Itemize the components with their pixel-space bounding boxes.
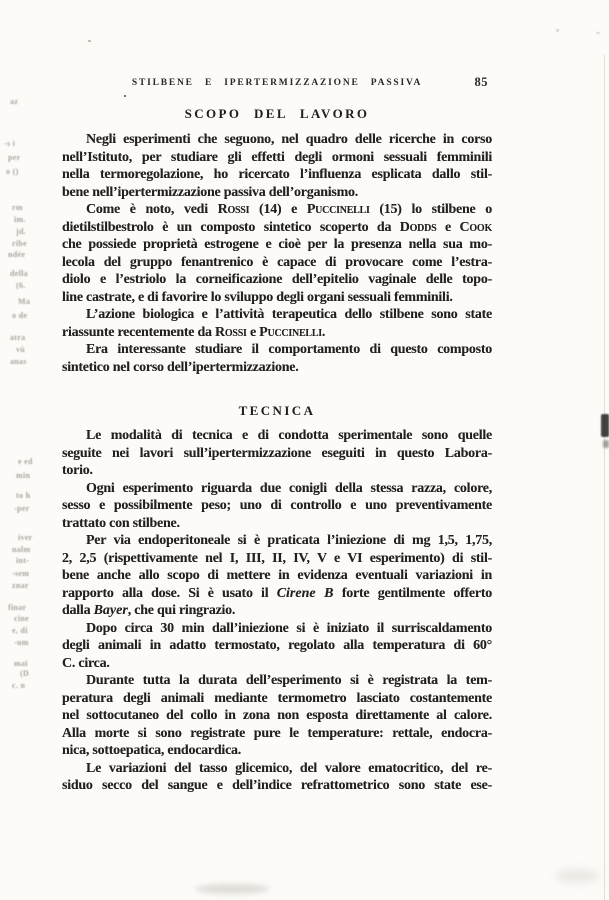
text-line: Le variazioni del tasso glicemico, del valore ematocritico, del re- <box>86 760 492 776</box>
text-line: sesso e possibilmente peso; uno di controllo e uno preventivamente <box>62 498 492 513</box>
text-line: torio. <box>62 463 93 478</box>
margin-bleed-text: e ed <box>18 457 33 466</box>
margin-bleed-text: -um <box>14 638 29 647</box>
text-line: dietilstilbestrolo è un composto sintetico scoperto da Dodds e Cook <box>62 219 492 235</box>
text-line: line castrate, e di favorire lo sviluppo degli organi sessuali femminili. <box>62 289 453 305</box>
article-body <box>62 106 492 795</box>
paragraph <box>62 341 492 376</box>
text-line: peratura degli animali mediante termometro lasciato costantemente <box>62 690 492 706</box>
margin-bleed-text: e, di <box>12 626 28 635</box>
text-line: Come è noto, vedi Rossi (14) e Puccinelli (15) lo stilbene o <box>86 202 493 217</box>
margin-bleed-text: nalm <box>12 545 31 554</box>
scan-ink-blot <box>603 440 609 448</box>
text-line: Negli esperimenti che seguono, nel quadro delle ricerche in corso <box>86 132 492 147</box>
text-line: Le modalità di tecnica e di condotta sperimentale sono quelle <box>86 428 492 443</box>
margin-bleed-text: -sem <box>12 569 30 578</box>
margin-bleed-text: c. n <box>12 681 26 690</box>
text-line: riassunte recentemente da Rossi e Puccinelli. <box>62 324 326 340</box>
paragraph <box>62 532 492 620</box>
margin-bleed-text: min <box>16 471 31 480</box>
margin-bleed-text: znar <box>12 581 29 590</box>
text-line: trattato con stilbene. <box>62 515 180 531</box>
paragraph <box>62 306 492 341</box>
margin-bleed-text: iver <box>18 533 33 542</box>
small-caps-name: Dodds <box>399 219 437 235</box>
margin-bleed-text: finar <box>8 603 27 612</box>
margin-bleed-text: ribe <box>12 239 27 248</box>
paragraph <box>62 427 492 480</box>
text-line: seguite nei lavori sull’ipertermizzazione eseguiti in questo Labora- <box>62 445 492 461</box>
text-line: 2, 2,5 (rispettivamente nel I, III, II, IV, V e VI esperimento) di stil- <box>62 550 492 566</box>
small-caps-name: Cook <box>459 219 492 235</box>
text-line: Dopo circa 30 min dall’iniezione si è iniziato il surriscaldamento <box>86 620 492 636</box>
margin-bleed-text: vù <box>16 345 26 354</box>
margin-bleed-text: ndée <box>8 250 26 259</box>
text-line: degli animali in adatto termostato, regolato alla temperatura di 60° <box>62 638 492 653</box>
margin-bleed-text: atra <box>10 333 26 342</box>
running-head-title: STILBENE E IPERTERMIZZAZIONE PASSIVA <box>131 78 423 88</box>
text-line: nel sottocutaneo del collo in zona non esposta direttamente al calore. <box>62 708 492 723</box>
text-line: bene nell’ipertermizzazione passiva dell’organismo. <box>62 184 358 200</box>
text-line: L’azione biologica e l’attività terapeutica dello stilbene sono state <box>86 307 492 322</box>
margin-bleed-text: rm <box>12 203 23 212</box>
text-line: sintetico nel corso dell’ipertermizzazione. <box>62 359 299 375</box>
text-line: rapporto alla dose. Si è usato il Cirene B forte gentilmente offerto <box>62 585 492 601</box>
small-caps-name: Rossi <box>215 324 247 340</box>
text-line: C. circa. <box>62 655 110 671</box>
paragraph <box>62 201 492 306</box>
margin-bleed-text: (D <box>20 669 30 678</box>
text-line: che possiede proprietà estrogene e cioè per la presenza nella sua mo- <box>62 237 492 252</box>
margin-bleed-text: -s ì <box>4 139 16 148</box>
text-line: nell’Istituto, per studiare gli effetti degli ormoni sessuali femminili <box>62 149 492 165</box>
scan-smudge <box>555 868 600 884</box>
page-number: 85 <box>474 75 488 89</box>
scan-speck <box>88 40 91 42</box>
scan-edge-line <box>604 55 605 900</box>
paragraph <box>62 760 492 795</box>
margin-bleed-text: az <box>10 97 19 106</box>
small-caps-name: Puccinelli <box>259 324 322 340</box>
margin-bleed-text: o () <box>6 167 19 176</box>
text-line: nella termoregolazione, ho ricercato l’influenza esplicata dallo stil- <box>62 167 492 182</box>
margin-bleed-text: (6. <box>16 281 26 290</box>
scan-ink-blot <box>601 414 609 437</box>
scan-smudge <box>195 884 270 894</box>
margin-bleed-text: im. <box>14 215 26 224</box>
section-heading: TECNICA <box>238 403 316 418</box>
paragraph <box>62 620 492 673</box>
margin-bleed-text: anas <box>10 357 27 366</box>
text-line: Era interessante studiare il comportamento di questo composto <box>86 342 492 357</box>
text-line: nica, sottoepatica, endocardica. <box>62 743 242 758</box>
text-column <box>62 75 493 795</box>
italic-term: Bayer <box>93 603 128 618</box>
text-line: diolo e l’estriolo la corneificazione dell’epitelio vaginale delle topo- <box>62 272 492 287</box>
text-line: Per via endoperitoneale si è praticata l’iniezione di mg 1,5, 1,75, <box>86 533 492 548</box>
italic-term: Cirene B <box>276 585 334 601</box>
text-line: siduo secco del sangue e dell’indice refrattometrico sono state ese- <box>62 778 492 793</box>
scan-speck <box>556 29 559 32</box>
text-line: Durante tutta la durata dell’esperimento si è registrata la tem- <box>86 673 492 688</box>
margin-bleed-text: o de <box>12 311 28 320</box>
text-line: dalla Bayer, che qui ringrazio. <box>62 603 236 618</box>
text-line: Ogni esperimento riguarda due conigli della stessa razza, colore, <box>86 480 492 496</box>
text-line: Alla morte si sono registrate pure le temperature: rettale, endocra- <box>62 725 492 741</box>
margin-bleed-text: to h <box>16 491 31 500</box>
text-line: bene anche allo scopo di mettere in evidenza eventuali variazioni in <box>62 568 492 583</box>
small-caps-name: Rossi <box>217 202 250 217</box>
paragraph <box>62 480 492 533</box>
margin-bleed-text: int- <box>16 556 30 565</box>
paragraph <box>62 672 492 760</box>
margin-bleed-text: jd. <box>16 227 27 236</box>
running-head <box>62 75 492 90</box>
section <box>62 106 492 376</box>
scan-speck <box>596 32 600 34</box>
margin-bleed-text: mai <box>14 659 28 668</box>
margin-bleed-text: della <box>10 269 28 278</box>
section <box>62 403 492 795</box>
section-heading: SCOPO DEL LAVORO <box>184 106 370 121</box>
margin-bleed-text: Ma <box>18 297 31 306</box>
text-line: lecola del gruppo fenantrenico è capace di provocare come l’estra- <box>62 254 492 270</box>
margin-bleed-text: -per <box>14 504 30 513</box>
margin-bleed-text: per <box>8 153 21 162</box>
small-caps-name: Puccinelli <box>306 202 370 217</box>
margin-bleed-text: cine <box>14 614 29 623</box>
paragraph <box>62 131 492 201</box>
